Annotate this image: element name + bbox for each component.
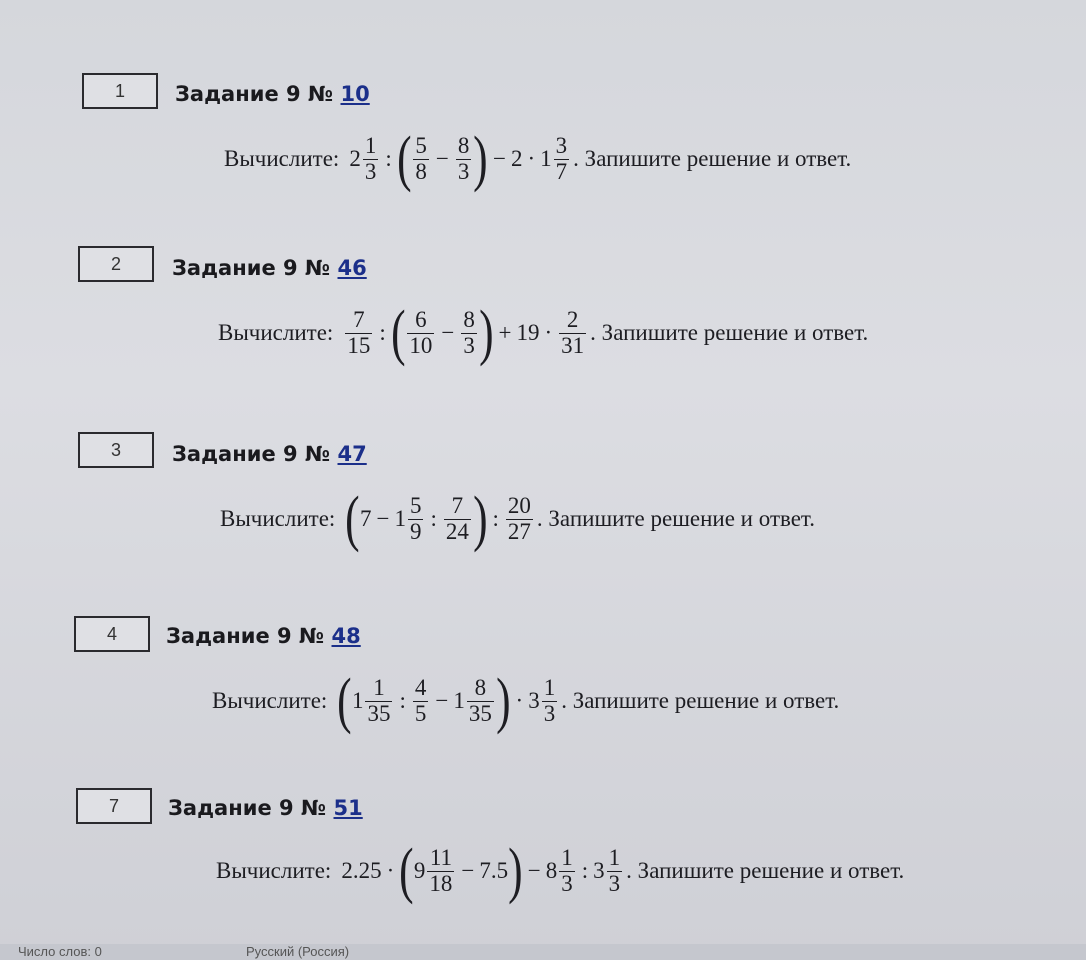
operator: − <box>376 506 390 531</box>
paren: ( <box>345 485 360 553</box>
task-title <box>172 256 367 280</box>
fraction: $\frac{20}{27}$ <box>507 493 531 544</box>
operator: − <box>493 146 506 171</box>
paren: ( <box>396 125 412 193</box>
task-number: 4 <box>106 623 117 644</box>
status-bar <box>0 944 1086 960</box>
paren: ) <box>472 485 488 553</box>
word-count[interactable]: Число слов: 0 <box>18 944 102 959</box>
language-indicator[interactable]: Русский (Россия) <box>246 944 350 959</box>
operator: : <box>492 506 499 531</box>
fraction: $\frac{4}{5}$ <box>414 675 427 726</box>
whole-part: 1 <box>453 688 465 713</box>
problem-label: Вычислите: <box>212 688 328 713</box>
problem-statement <box>216 837 905 905</box>
task-title <box>166 624 361 648</box>
fraction: $\frac{8}{3}$ <box>457 133 470 184</box>
fraction: $\frac{7}{24}$ <box>445 493 469 544</box>
fraction: $\frac{7}{15}$ <box>347 307 371 358</box>
number: 19 <box>516 320 540 345</box>
paren: ( <box>399 837 414 905</box>
fraction: $\frac{5}{8}$ <box>415 133 427 184</box>
task-id-link[interactable]: 10 <box>340 82 370 106</box>
fraction: $\frac{1}{3}$ <box>543 675 556 726</box>
fraction: $\frac{8}{3}$ <box>463 307 475 358</box>
paren: ) <box>508 837 523 905</box>
problem-label: Вычислите: <box>218 320 334 345</box>
task-3 <box>0 360 1086 553</box>
fraction: $\frac{6}{10}$ <box>409 307 433 358</box>
task-7 <box>0 720 1086 905</box>
whole-part: 1 <box>540 146 552 171</box>
task-number-box <box>82 73 158 109</box>
task-number-box <box>74 616 150 652</box>
operator: − <box>441 320 455 345</box>
number: 2 <box>511 146 523 171</box>
paren: ( <box>337 667 352 735</box>
task-id-link[interactable]: 51 <box>333 796 363 820</box>
task-number: 7 <box>108 795 119 816</box>
task-number-box <box>78 246 154 282</box>
fraction: $\frac{1}{3}$ <box>608 845 621 896</box>
fraction: $\frac{3}{7}$ <box>555 133 568 184</box>
operator: · <box>544 320 553 345</box>
whole-part: 8 <box>545 858 558 883</box>
problem-instruction: . Запишите решение и ответ. <box>590 320 869 345</box>
task-title-text: Задание 9 № <box>175 82 334 106</box>
task-title <box>175 82 370 106</box>
operator: : <box>430 506 437 531</box>
problem-statement <box>218 299 869 367</box>
paren: ) <box>478 299 494 367</box>
task-id-link[interactable]: 46 <box>337 256 367 280</box>
task-number-box <box>78 432 154 468</box>
paren: ) <box>473 125 488 193</box>
whole-part: 3 <box>528 688 540 713</box>
fraction: $\frac{5}{9}$ <box>409 493 422 544</box>
problem-instruction: . Запишите решение и ответ. <box>561 688 840 713</box>
operator: + <box>498 320 512 345</box>
task-4 <box>0 540 1086 735</box>
problem-instruction: . Запишите решение и ответ. <box>573 146 852 171</box>
task-number: 3 <box>110 439 121 460</box>
problem-label: Вычислите: <box>220 506 336 531</box>
task-title <box>168 796 363 820</box>
task-2 <box>0 180 1086 367</box>
operator: − <box>527 858 541 883</box>
number: 2.25 <box>341 858 382 883</box>
task-title-text: Задание 9 № <box>168 796 327 820</box>
problem-instruction: . Запишите решение и ответ. <box>536 506 815 531</box>
whole-part: 9 <box>413 858 426 883</box>
fraction: $\frac{1}{35}$ <box>367 675 391 726</box>
paren: ) <box>495 667 511 735</box>
problem-instruction: . Запишите решение и ответ. <box>626 858 905 883</box>
whole-part: 2 <box>349 146 361 171</box>
problem-label: Вычислите: <box>224 146 340 171</box>
whole-part: 3 <box>593 858 605 883</box>
task-number: 1 <box>114 80 125 101</box>
task-title <box>172 442 367 466</box>
task-number: 2 <box>110 253 121 274</box>
task-id-link[interactable]: 47 <box>337 442 367 466</box>
problem-label: Вычислите: <box>216 858 332 883</box>
operator: · <box>386 858 395 883</box>
operator: : <box>385 146 392 171</box>
operator: : <box>399 688 406 713</box>
operator: · <box>527 146 536 171</box>
task-id-link[interactable]: 48 <box>331 624 361 648</box>
whole-part: 1 <box>394 506 406 531</box>
operator: − <box>461 858 475 883</box>
operator: : <box>379 320 386 345</box>
task-title-text: Задание 9 № <box>172 256 331 280</box>
paren: ( <box>390 299 406 367</box>
fraction: $\frac{8}{35}$ <box>468 675 492 726</box>
fraction: $\frac{1}{3}$ <box>364 133 377 184</box>
fraction: $\frac{1}{3}$ <box>561 845 573 896</box>
task-title-text: Задание 9 № <box>166 624 325 648</box>
operator: : <box>581 858 589 883</box>
operator: − <box>435 688 449 713</box>
task-number-box <box>76 788 152 824</box>
whole-part: 1 <box>351 688 364 713</box>
operator: · <box>515 688 524 713</box>
task-1 <box>0 0 1086 193</box>
fraction: $\frac{11}{18}$ <box>429 845 453 896</box>
task-title-text: Задание 9 № <box>172 442 331 466</box>
fraction: $\frac{2}{31}$ <box>561 307 585 358</box>
number: 7.5 <box>479 858 509 883</box>
number: 7 <box>359 506 372 531</box>
operator: − <box>435 146 449 171</box>
